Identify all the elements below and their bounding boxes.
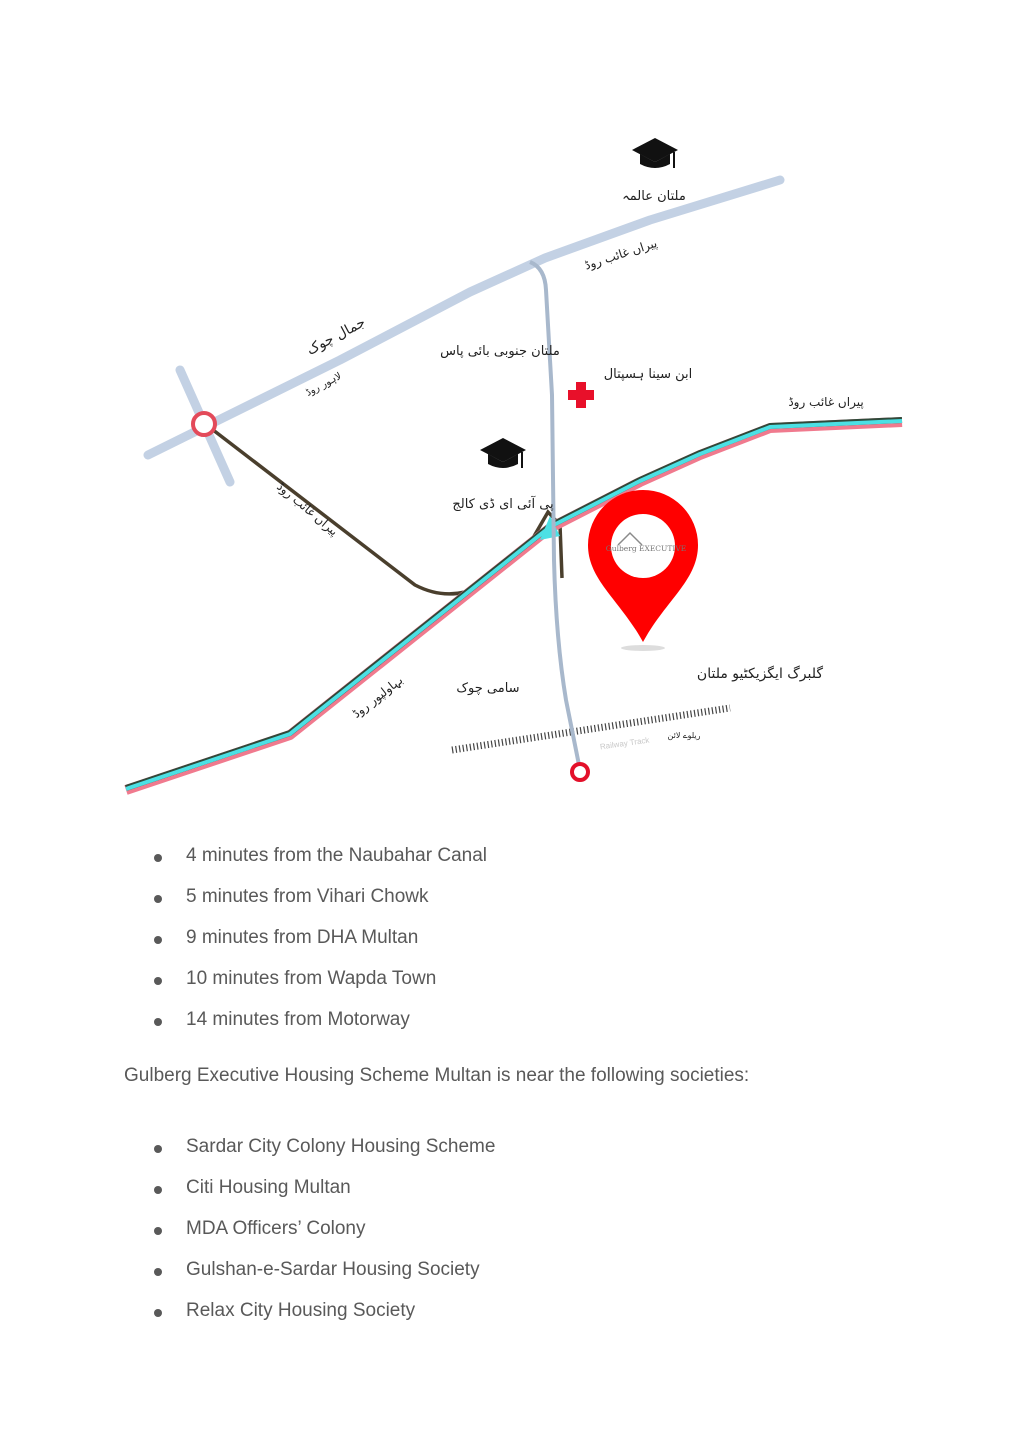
graduation-cap-icon [632, 138, 678, 168]
list-item [150, 1217, 495, 1258]
label-pidc-college: پی آئی ای ڈی کالج [452, 497, 554, 512]
list-item-text: 9 minutes from DHA Multan [186, 927, 419, 948]
distance-list [150, 844, 487, 1049]
bullet-icon [154, 1145, 162, 1153]
jamal-chowk-marker [193, 413, 215, 435]
highlight-road [126, 421, 902, 789]
list-item [150, 926, 487, 967]
list-item [150, 1008, 487, 1049]
label-southern-bypass: ملتان جنوبی بائی پاس [440, 344, 560, 359]
dirt-road [204, 423, 465, 594]
list-item [150, 885, 487, 926]
list-item-text: Sardar City Colony Housing Scheme [186, 1136, 496, 1157]
label-railway-track-urdu: ریلوے لائن [667, 731, 701, 740]
highlight-road-border [126, 422, 902, 790]
list-item-text: 10 minutes from Wapda Town [186, 968, 437, 989]
bullet-icon [154, 1018, 162, 1026]
railway-track [452, 708, 730, 750]
bypass-end-marker [572, 764, 588, 780]
list-item [150, 1299, 495, 1340]
list-item-text: 14 minutes from Motorway [186, 1009, 410, 1030]
list-item-text: 4 minutes from the Naubahar Canal [186, 845, 487, 866]
societies-intro: Gulberg Executive Housing Scheme Multan is near the following societies: [124, 1065, 750, 1086]
list-item [150, 1176, 495, 1217]
bullet-icon [154, 1186, 162, 1194]
bullet-icon [154, 854, 162, 862]
lahore-road [148, 180, 780, 455]
label-lahore-road: لاہور روڈ [304, 370, 344, 399]
bullet-icon [154, 1227, 162, 1235]
label-sami-chowk: سامی چوک [456, 681, 520, 696]
list-item [150, 1258, 495, 1299]
bullet-icon [154, 936, 162, 944]
list-item [150, 967, 487, 1008]
list-item [150, 1135, 495, 1176]
list-item-text: MDA Officers’ Colony [186, 1218, 366, 1239]
list-item-text: Citi Housing Multan [186, 1177, 351, 1198]
label-gulberg-executive: گلبرگ ایگزیکٹیو ملتان [696, 666, 824, 682]
label-railway-track: Railway Track [599, 735, 650, 752]
list-item-text: Gulshan-e-Sardar Housing Society [186, 1259, 480, 1280]
bullet-icon [154, 1309, 162, 1317]
label-ibn-sina-hospital: ابن سینا ہسپتال [603, 367, 693, 382]
location-pin-icon [588, 490, 698, 651]
societies-list [150, 1135, 495, 1340]
label-piran-ghaib-road-top: پیراں غائب روڈ [582, 235, 659, 273]
highlight-road-dark [126, 420, 902, 788]
pin-logo-text: Gulberg EXECUTIVE [605, 544, 687, 553]
hospital-cross-icon [568, 382, 594, 408]
label-bahawalpur-road: بہاولپور روڈ [349, 672, 406, 721]
label-piran-ghaib-road-diag: پیراں غائب روڈ [274, 479, 341, 539]
bullet-icon [154, 895, 162, 903]
label-multan-university: ملتان عالمہ [622, 189, 686, 204]
bullet-icon [154, 977, 162, 985]
bullet-icon [154, 1268, 162, 1276]
graduation-cap-icon [480, 438, 526, 468]
list-item [150, 844, 487, 885]
list-item-text: 5 minutes from Vihari Chowk [186, 886, 429, 907]
label-piran-ghaib-road-right: پیراں غائب روڈ [788, 395, 864, 409]
location-map [120, 120, 910, 810]
list-item-text: Relax City Housing Society [186, 1300, 416, 1321]
label-jamal-chowk: جمال چوک [304, 314, 369, 359]
